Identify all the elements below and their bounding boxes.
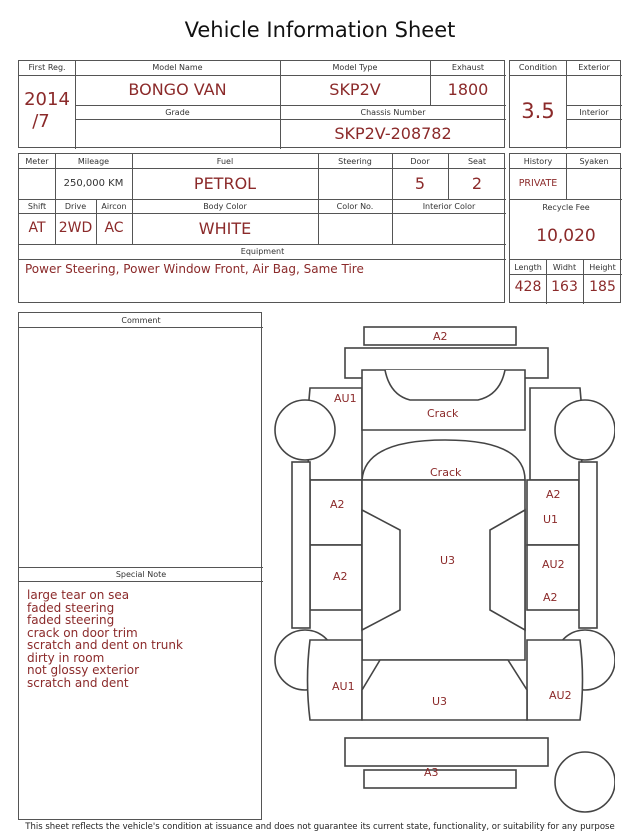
- mileage-value: 250,000 KM: [63, 178, 124, 189]
- first-reg-year: 2014: [24, 89, 70, 110]
- comment-box: [18, 312, 262, 820]
- first-reg-month: /7: [32, 111, 50, 132]
- history-label: History: [523, 157, 553, 166]
- aircon-label: Aircon: [101, 202, 127, 211]
- details-box: [18, 153, 505, 303]
- door-label: Door: [410, 157, 430, 166]
- first-reg-label: First Reg.: [28, 63, 66, 72]
- height-label: Height: [589, 263, 616, 272]
- syaken-label: Syaken: [579, 157, 609, 166]
- meter-label: Meter: [25, 157, 49, 166]
- mileage-label: Mileage: [77, 157, 110, 166]
- history-value: PRIVATE: [518, 178, 558, 189]
- list-item: dirty in room: [27, 650, 105, 665]
- width-value: 163: [551, 279, 578, 295]
- shift-label: Shift: [27, 202, 47, 211]
- list-item: crack on door trim: [27, 625, 138, 640]
- condition-value: 3.5: [521, 99, 555, 123]
- list-item: faded steering: [27, 600, 115, 615]
- special-note-label: Special Note: [115, 570, 167, 579]
- damage-roof: U3: [440, 554, 456, 567]
- fuel-label: Fuel: [216, 157, 234, 166]
- damage-right-rear-door-lower: A2: [543, 591, 558, 604]
- history-box: [509, 153, 621, 303]
- height-value: 185: [589, 279, 616, 295]
- main-info-box: [18, 60, 505, 148]
- seat-value: 2: [471, 174, 483, 193]
- equipment-label: Equipment: [240, 247, 285, 256]
- seat-label: Seat: [467, 157, 487, 166]
- damage-rear-right-corner: AU2: [549, 689, 572, 702]
- list-item: scratch and dent: [27, 675, 129, 690]
- model-type-label: Model Type: [332, 63, 378, 72]
- grade-label: Grade: [165, 108, 190, 117]
- damage-windshield: Crack: [430, 466, 462, 479]
- list-item: large tear on sea: [27, 588, 130, 602]
- disclaimer-footer: This sheet reflects the vehicle's condition at issuance and does not guarantee its current state, functionality, or suitability for any purpose: [25, 822, 615, 832]
- color-no-label: Color No.: [336, 202, 374, 211]
- interior-label: Interior: [579, 108, 609, 117]
- recycle-fee-value: 10,020: [536, 226, 596, 246]
- damage-front-bumper: A2: [433, 330, 448, 343]
- damage-rear-left-corner: AU1: [332, 680, 355, 693]
- damage-tailgate: U3: [432, 695, 448, 708]
- chassis-number-label: Chassis Number: [360, 108, 426, 117]
- width-label: Widht: [552, 263, 577, 272]
- damage-front-left-corner: AU1: [334, 392, 357, 405]
- list-item: scratch and dent on trunk: [27, 638, 183, 652]
- damage-left-rear-door: A2: [333, 570, 348, 583]
- equipment-value: Power Steering, Power Window Front, Air Bag, Same Tire: [25, 262, 364, 276]
- page-title: Vehicle Information Sheet: [184, 18, 456, 42]
- recycle-fee-label: Recycle Fee: [542, 203, 590, 212]
- list-item: not glossy exterior: [27, 663, 140, 677]
- condition-box: [509, 60, 621, 148]
- door-value: 5: [414, 174, 426, 193]
- chassis-number-value: SKP2V-208782: [334, 124, 452, 143]
- damage-hood: Crack: [427, 407, 459, 420]
- vehicle-damage-diagram: [270, 320, 615, 830]
- damage-rear-bumper: A3: [424, 766, 439, 779]
- shift-value: AT: [28, 220, 46, 236]
- model-type-value: SKP2V: [329, 80, 381, 99]
- drive-label: Drive: [64, 202, 87, 211]
- length-label: Length: [514, 263, 542, 272]
- condition-label: Condition: [518, 63, 558, 72]
- exterior-label: Exterior: [578, 63, 610, 72]
- length-value: 428: [514, 279, 542, 295]
- exhaust-label: Exhaust: [451, 63, 485, 72]
- interior-color-label: Interior Color: [422, 202, 476, 211]
- fuel-value: PETROL: [193, 174, 257, 193]
- damage-right-front-door: U1: [543, 513, 559, 526]
- body-color-label: Body Color: [203, 202, 247, 211]
- body-color-value: WHITE: [198, 219, 252, 238]
- list-item: faded steering: [27, 613, 115, 627]
- exhaust-value: 1800: [447, 80, 489, 99]
- drive-value: 2WD: [58, 220, 93, 236]
- damage-right-rear-door-upper: AU2: [542, 558, 565, 571]
- model-name-value: BONGO VAN: [128, 80, 227, 99]
- comment-label: Comment: [121, 316, 161, 325]
- damage-left-front-door: A2: [330, 498, 345, 511]
- steering-label: Steering: [338, 157, 372, 166]
- damage-right-front-fender: A2: [546, 488, 561, 501]
- aircon-value: AC: [104, 220, 124, 236]
- model-name-label: Model Name: [152, 63, 203, 72]
- special-notes-list: [27, 589, 257, 689]
